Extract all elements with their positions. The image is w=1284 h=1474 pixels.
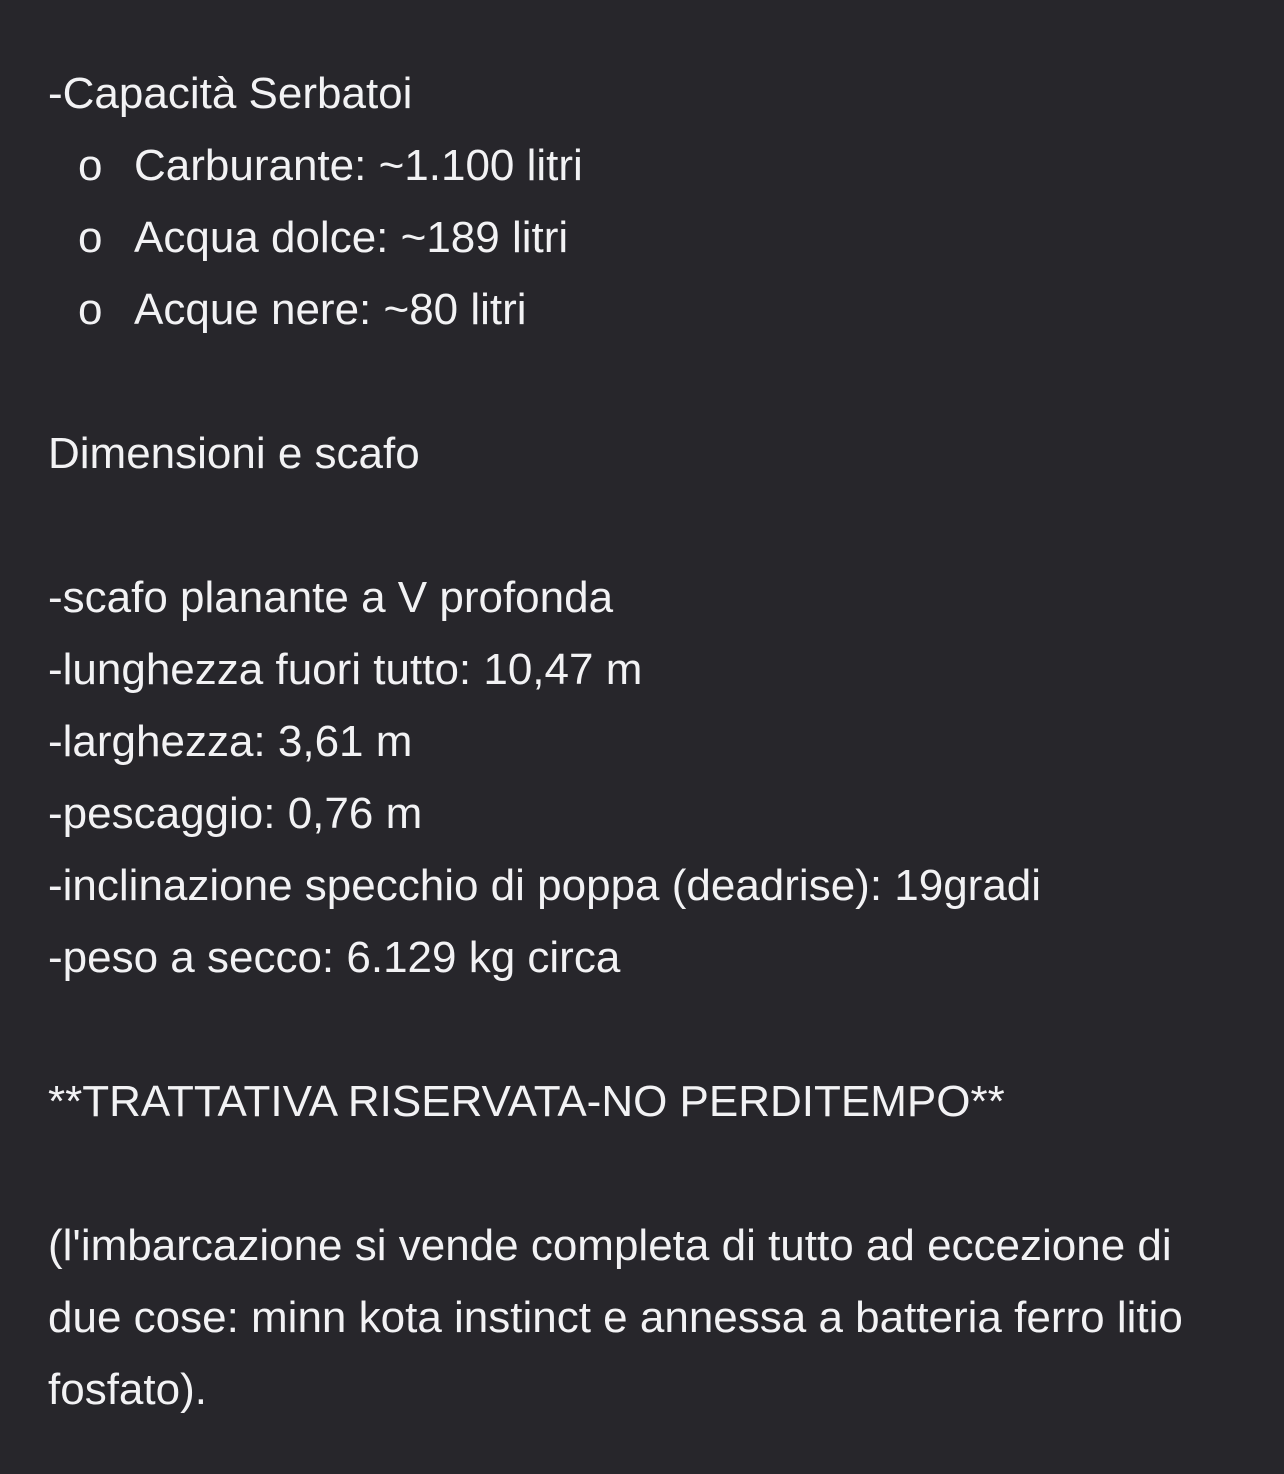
- list-item: [48, 274, 1248, 346]
- list-item: [48, 202, 1248, 274]
- hull-dry-weight: -peso a secco: 6.129 kg circa: [48, 933, 621, 982]
- hull-type: -scafo planante a V profonda: [48, 573, 614, 622]
- hull-draft: -pescaggio: 0,76 m: [48, 789, 423, 838]
- spacer: [48, 994, 1248, 1066]
- spacer: [48, 346, 1248, 418]
- tank-fuel: Carburante: ~1.100 litri: [134, 141, 583, 190]
- hull-deadrise: -inclinazione specchio di poppa (deadrise): 19gradi: [48, 861, 1042, 910]
- tanks-heading: -Capacità Serbatoi: [48, 69, 413, 118]
- tank-fresh-water: Acqua dolce: ~189 litri: [134, 213, 569, 262]
- spacer: [48, 1138, 1248, 1210]
- hull-heading: Dimensioni e scafo: [48, 429, 420, 478]
- exclusions-note: (l'imbarcazione si vende completa di tutto ad eccezione di due cose: minn kota instinct e annessa a batteria ferro litio fosfato).: [48, 1221, 1183, 1414]
- hull-length: -lunghezza fuori tutto: 10,47 m: [48, 645, 643, 694]
- tank-black-water: Acque nere: ~80 litri: [134, 285, 527, 334]
- spacer: [48, 490, 1248, 562]
- list-item: [48, 130, 1248, 202]
- bullet-marker: o: [78, 141, 103, 190]
- notice: **TRATTATIVA RISERVATA-NO PERDITEMPO**: [48, 1077, 1005, 1126]
- bullet-marker: o: [78, 285, 103, 334]
- bullet-marker: o: [78, 213, 103, 262]
- listing-text: [48, 58, 1248, 1426]
- hull-beam: -larghezza: 3,61 m: [48, 717, 413, 766]
